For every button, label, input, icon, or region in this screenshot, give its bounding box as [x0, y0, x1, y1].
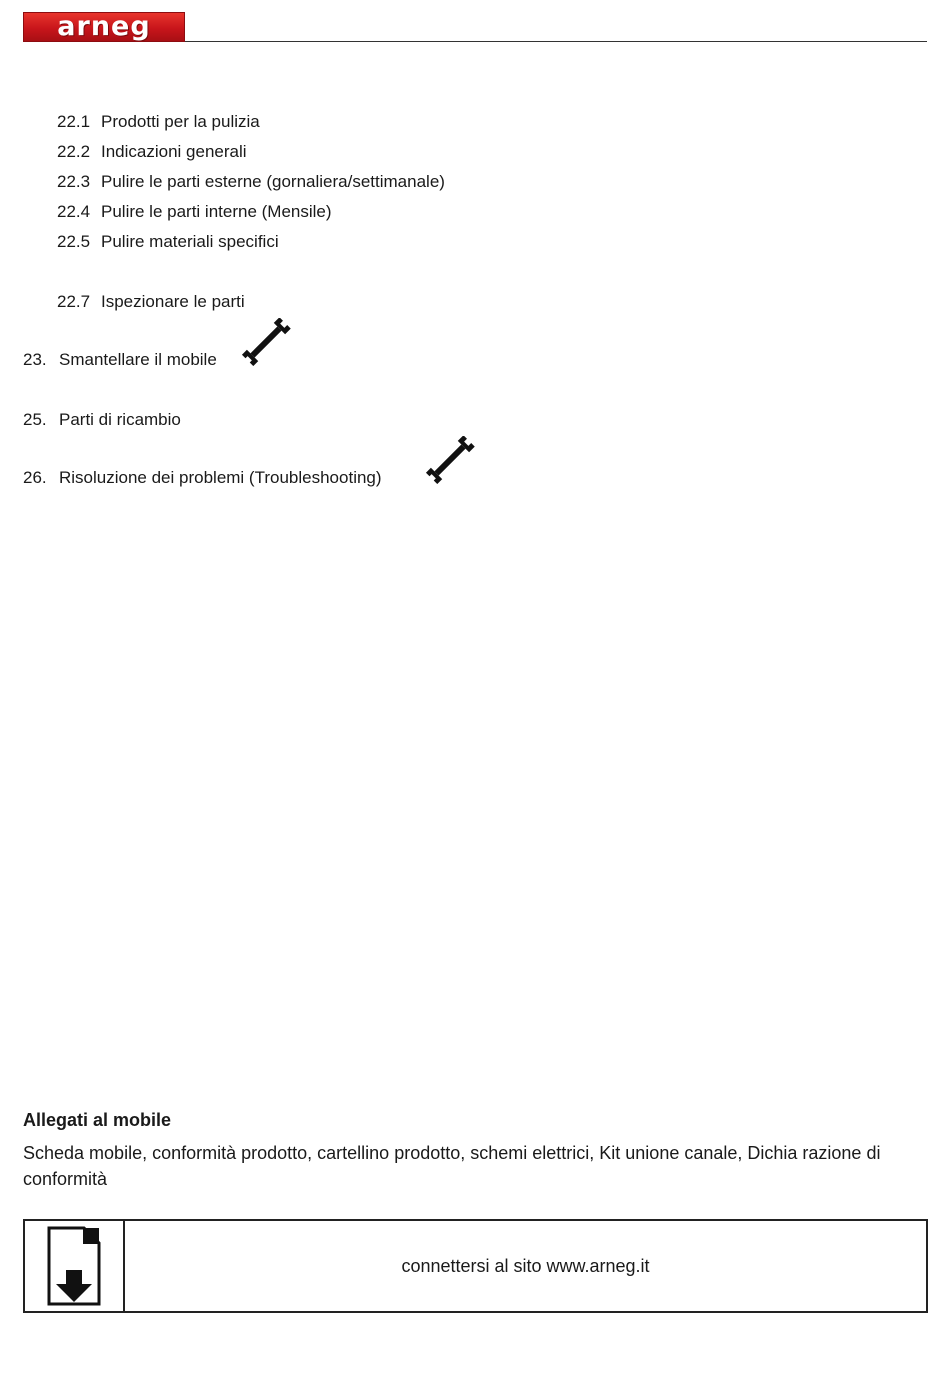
toc-item-label: Pulire materiali specifici [101, 232, 279, 251]
toc-item-26 [23, 468, 382, 488]
download-icon-cell [25, 1221, 125, 1311]
download-box [23, 1219, 928, 1313]
toc-item-22-4 [57, 202, 332, 222]
header-rule [185, 41, 927, 42]
toc-item-label: Risoluzione dei problemi (Troubleshooting) [59, 468, 382, 487]
toc-item-22-5 [57, 232, 279, 252]
toc-item-25 [23, 410, 181, 430]
toc-item-22-2 [57, 142, 247, 162]
wrench-icon [241, 318, 291, 366]
toc-item-label: Parti di ricambio [59, 410, 181, 429]
toc-item-label: Indicazioni generali [101, 142, 247, 161]
toc-item-number: 22.5 [57, 232, 91, 251]
toc-item-label: Pulire le parti esterne (gornaliera/settimanale) [101, 172, 445, 191]
toc-item-22-1 [57, 112, 260, 132]
toc-item-number: 22.2 [57, 142, 91, 161]
toc-item-22-3 [57, 172, 445, 192]
toc-item-22-7 [57, 292, 245, 312]
attachments-title: Allegati al mobile [23, 1110, 172, 1130]
toc-item-23 [23, 350, 217, 370]
toc-item-number: 22.4 [57, 202, 91, 221]
toc-item-number: 22.7 [57, 292, 91, 311]
logo-text: arneg [57, 12, 151, 42]
wrench-icon [425, 436, 475, 484]
toc-item-number: 22.1 [57, 112, 91, 131]
arneg-logo [23, 12, 185, 42]
toc-item-number: 26. [23, 468, 47, 487]
attachments-text: Scheda mobile, conformità prodotto, cartellino prodotto, schemi elettrici, Kit unione canale, Dichia razione di conformità [23, 1143, 881, 1189]
download-link-text[interactable]: connettersi al sito www.arneg.it [401, 1255, 650, 1276]
download-document-icon [46, 1226, 102, 1306]
toc-item-number: 22.3 [57, 172, 91, 191]
toc-item-number: 25. [23, 410, 47, 429]
toc-item-number: 23. [23, 350, 47, 369]
toc-item-label: Prodotti per la pulizia [101, 112, 260, 131]
toc-item-label: Ispezionare le parti [101, 292, 245, 311]
toc-item-label: Smantellare il mobile [59, 350, 217, 369]
toc-item-label: Pulire le parti interne (Mensile) [101, 202, 332, 221]
